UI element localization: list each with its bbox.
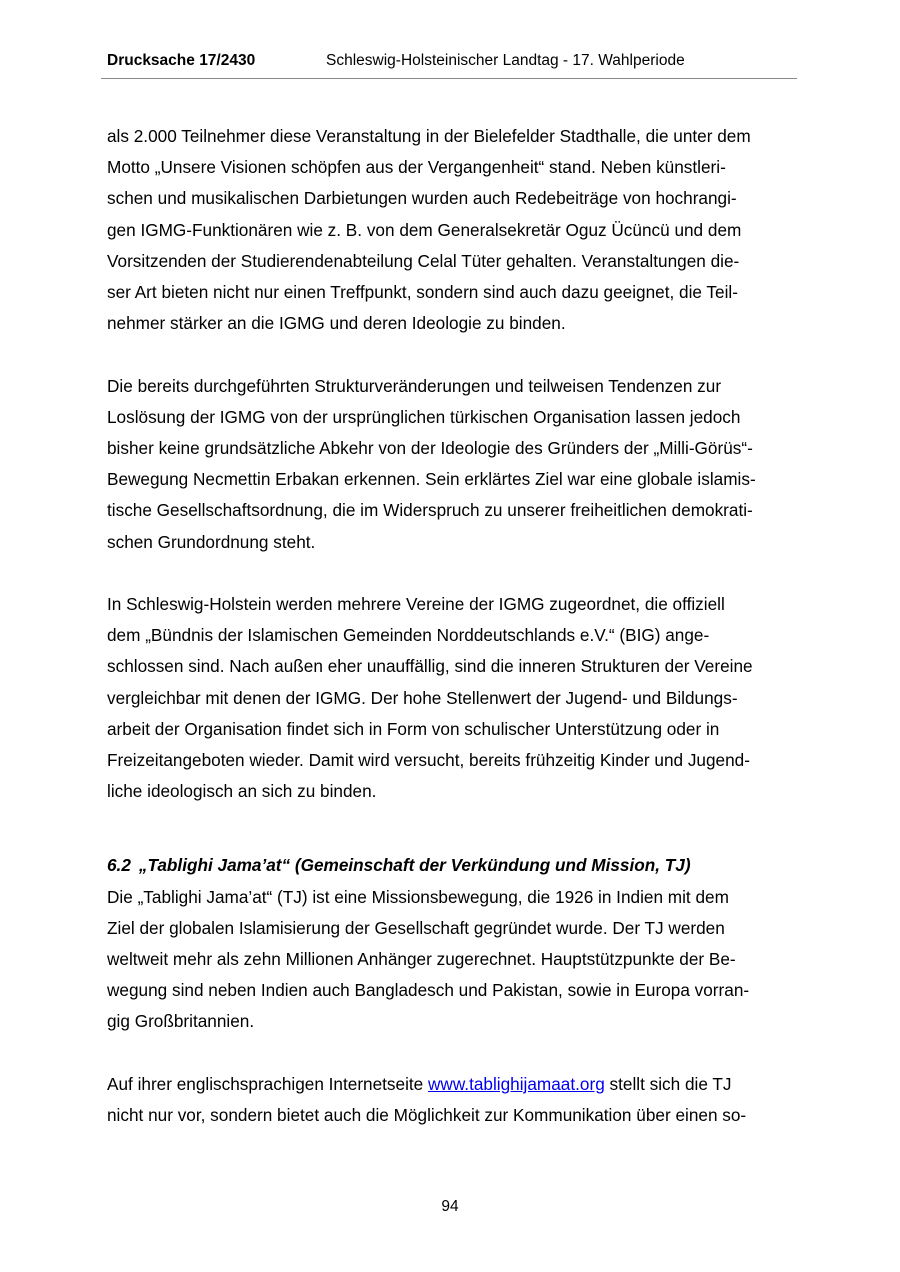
text-line: Bewegung Necmettin Erbakan erkennen. Sein erklärtes Ziel war eine globale islamis- (107, 469, 756, 490)
tablighi-website-link[interactable]: www.tablighijamaat.org (428, 1073, 605, 1094)
text-line: bisher keine grundsätzliche Abkehr von der Ideologie des Gründers der „Milli-Görüs“- (107, 438, 753, 459)
text-line: Die bereits durchgeführten Strukturveränderungen und teilweisen Tendenzen zur (107, 375, 722, 396)
text-line: gen IGMG-Funktionären wie z. B. von dem Generalsekretär Oguz Ücüncü und dem (107, 219, 742, 240)
text-line: gig Großbritannien. (107, 1011, 255, 1032)
text-line: dem „Bündnis der Islamischen Gemeinden Norddeutschlands e.V.“ (BIG) ange- (107, 625, 710, 646)
text-line: liche ideologisch an sich zu binden. (107, 781, 377, 802)
text-line: als 2.000 Teilnehmer diese Veranstaltung in der Bielefelder Stadthalle, die unter dem (107, 126, 751, 146)
text-fragment: Auf ihrer englischsprachigen Internetseite (107, 1073, 429, 1094)
text-line: Motto „Unsere Visionen schöpfen aus der Vergangenheit“ stand. Neben künstleri- (107, 157, 726, 178)
text-fragment: stellt sich die TJ (604, 1073, 732, 1094)
text-line: schen Grundordnung steht. (107, 531, 316, 552)
text-line: Ziel der globalen Islamisierung der Gesellschaft gegründet wurde. Der TJ werden (107, 917, 725, 938)
text-line (107, 1069, 807, 1100)
page-header (101, 52, 797, 79)
text-line: schen und musikalischen Darbietungen wurden auch Redebeiträge von hochrangi- (107, 188, 737, 209)
section-number: 6.2 (107, 855, 131, 876)
section-title: „Tablighi Jama’at“ (Gemeinschaft der Verkündung und Mission, TJ) (138, 855, 691, 876)
text-line: nehmer stärker an die IGMG und deren Ideologie zu binden. (107, 313, 566, 334)
paragraph-1 (107, 121, 807, 339)
document-body (107, 121, 807, 1131)
text-line: Loslösung der IGMG von der ursprünglichen türkischen Organisation lassen jedoch (107, 406, 741, 427)
text-line: arbeit der Organisation findet sich in Form von schulischer Unterstützung oder in (107, 718, 720, 739)
page-number: 94 (441, 1198, 459, 1215)
section-heading (107, 807, 807, 881)
text-line: ser Art bieten nicht nur einen Treffpunkt, sondern sind auch dazu geeignet, die Teil- (107, 282, 738, 303)
text-line: vergleichbar mit denen der IGMG. Der hohe Stellenwert der Jugend- und Bildungs- (107, 687, 738, 708)
text-line: nicht nur vor, sondern bietet auch die Möglichkeit zur Kommunikation über einen so- (107, 1105, 747, 1126)
text-line: Vorsitzenden der Studierendenabteilung Celal Tüter gehalten. Veranstaltungen die- (107, 250, 740, 271)
text-line: In Schleswig-Holstein werden mehrere Vereine der IGMG zugeordnet, die offiziell (107, 594, 725, 615)
section-paragraph-1 (107, 882, 807, 1038)
section-paragraph-2 (107, 1069, 807, 1131)
text-line: schlossen sind. Nach außen eher unauffällig, sind die inneren Strukturen der Vereine (107, 656, 753, 677)
text-line: Die „Tablighi Jama’at“ (TJ) ist eine Missionsbewegung, die 1926 in Indien mit dem (107, 886, 729, 907)
text-line: tische Gesellschaftsordnung, die im Widerspruch zu unserer freiheitlichen demokrati- (107, 500, 753, 521)
paragraph-2 (107, 371, 807, 558)
document-number: Drucksache 17/2430 (107, 52, 256, 69)
text-line: wegung sind neben Indien auch Bangladesch und Pakistan, sowie in Europa vorran- (107, 980, 750, 1001)
text-line: Freizeitangeboten wieder. Damit wird versucht, bereits frühzeitig Kinder und Jugend- (107, 750, 750, 771)
paragraph-3 (107, 589, 807, 807)
header-title: Schleswig-Holsteinischer Landtag - 17. Wahlperiode (326, 52, 685, 69)
text-line: weltweit mehr als zehn Millionen Anhänger zugerechnet. Hauptstützpunkte der Be- (107, 949, 736, 970)
